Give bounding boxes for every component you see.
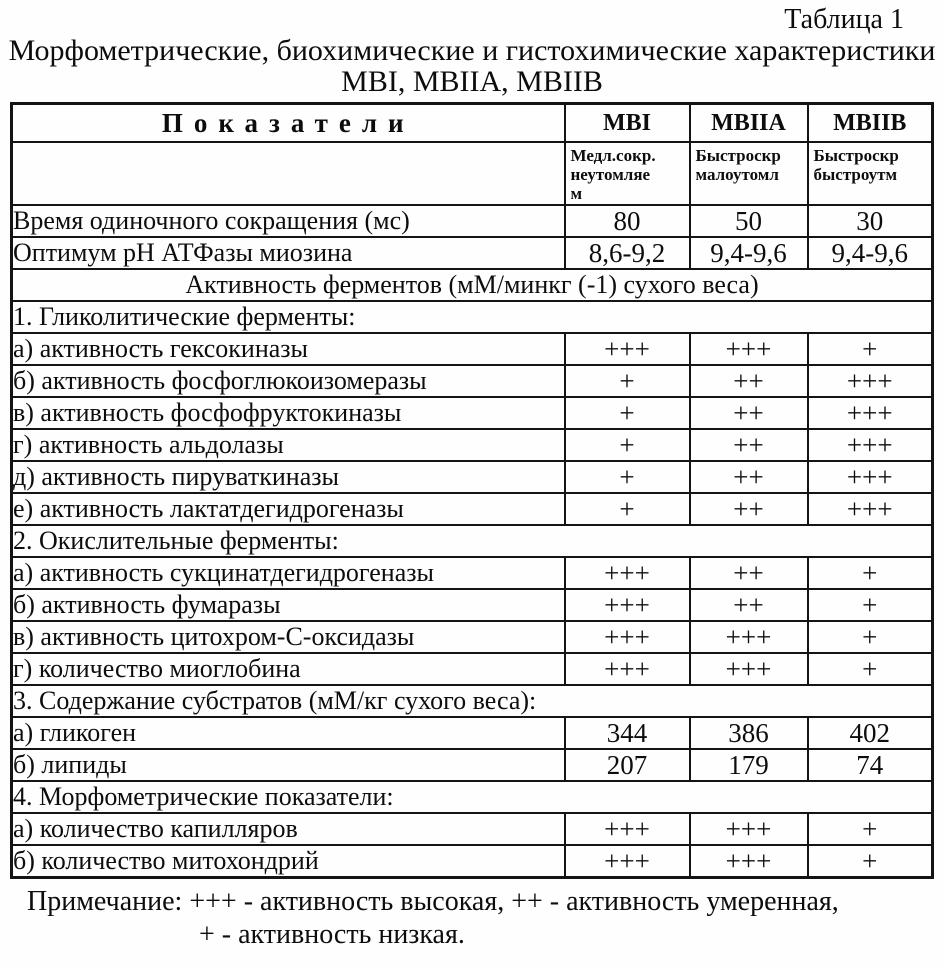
row-label: в) активность фосфофруктокиназы <box>12 397 565 429</box>
table-row-pyruvate-kinase <box>12 461 933 493</box>
table-row-cytochrome-c-oxidase <box>12 621 933 653</box>
row-label: а) гликоген <box>12 717 565 749</box>
cell-mbi: +++ <box>565 813 690 845</box>
cell-mbiib: + <box>808 621 933 653</box>
row-label: б) активность фосфоглюкоизомеразы <box>12 365 565 397</box>
cell-mbiia: ++ <box>690 461 808 493</box>
table-row-aldolase <box>12 429 933 461</box>
cell-mbi: +++ <box>565 653 690 685</box>
row-label: а) активность сукцинатдегидрогеназы <box>12 557 565 589</box>
cell-mbi: +++ <box>565 589 690 621</box>
table-row-succinate-dehydrogenase <box>12 557 933 589</box>
cell-mbi: +++ <box>565 333 690 365</box>
cell-mbi: + <box>565 365 690 397</box>
cell-mbiib: + <box>808 813 933 845</box>
table-row-phosphoglucoisomerase <box>12 365 933 397</box>
section-label: 3. Содержание субстратов (мМ/кг сухого веса): <box>12 685 933 717</box>
cell-mbiia: 9,4-9,6 <box>690 237 808 269</box>
cell-mbiia: 179 <box>690 749 808 781</box>
cell-mbi: 8,6-9,2 <box>565 237 690 269</box>
column-header-mbiib: МВIIВ <box>808 104 933 143</box>
section-row-oxidative <box>12 525 933 557</box>
table-row-myoglobin <box>12 653 933 685</box>
cell-mbiia: +++ <box>690 845 808 878</box>
table-row-capillaries <box>12 813 933 845</box>
cell-mbi: +++ <box>565 557 690 589</box>
cell-mbiia: +++ <box>690 813 808 845</box>
section-row-glycolytic <box>12 301 933 333</box>
cell-mbiia: 386 <box>690 717 808 749</box>
table-row-phosphofructokinase <box>12 397 933 429</box>
cell-mbiia: ++ <box>690 429 808 461</box>
subheader-mbiia: Быстроскр малоутомл <box>690 142 808 205</box>
row-label: Время одиночного сокращения (мс) <box>12 205 565 237</box>
cell-mbi: 344 <box>565 717 690 749</box>
cell-mbiib: + <box>808 333 933 365</box>
subheader-empty-cell <box>12 142 565 205</box>
cell-mbi: + <box>565 397 690 429</box>
table-row-fumarase <box>12 589 933 621</box>
cell-mbiia: ++ <box>690 397 808 429</box>
cell-mbiia: ++ <box>690 493 808 525</box>
row-label: в) активность цитохром-С-оксидазы <box>12 621 565 653</box>
table-row-ph-optimum <box>12 237 933 269</box>
cell-mbiia: +++ <box>690 621 808 653</box>
row-label: а) количество капилляров <box>12 813 565 845</box>
title-line-2: МВI, МВIIА, МВIIВ <box>341 65 603 98</box>
cell-mbiib: +++ <box>808 397 933 429</box>
section-label: 4. Морфометрические показатели: <box>12 781 933 813</box>
table-row-hexokinase <box>12 333 933 365</box>
cell-mbiib: 9,4-9,6 <box>808 237 933 269</box>
row-label: Оптимум рН АТФазы миозина <box>12 237 565 269</box>
row-label: г) активность альдолазы <box>12 429 565 461</box>
row-label: б) липиды <box>12 749 565 781</box>
row-label: г) количество миоглобина <box>12 653 565 685</box>
section-row-enzyme-activity <box>12 269 933 301</box>
cell-mbi: +++ <box>565 621 690 653</box>
header-row <box>12 104 933 143</box>
cell-mbi: +++ <box>565 845 690 878</box>
characteristics-table <box>10 102 934 879</box>
section-row-substrates <box>12 685 933 717</box>
cell-mbiib: + <box>808 557 933 589</box>
column-header-indicators: Показатели <box>12 104 565 143</box>
cell-mbi: 207 <box>565 749 690 781</box>
cell-mbi: + <box>565 429 690 461</box>
column-header-mbiia: МВIIА <box>690 104 808 143</box>
row-label: б) активность фумаразы <box>12 589 565 621</box>
cell-mbi: + <box>565 461 690 493</box>
footnote-line-1: Примечание: +++ - активность высокая, ++ - активность умеренная, <box>27 886 839 917</box>
cell-mbiib: +++ <box>808 461 933 493</box>
footnote-line-2: + - активность низкая. <box>199 919 465 950</box>
cell-mbiib: +++ <box>808 429 933 461</box>
cell-mbi: 80 <box>565 205 690 237</box>
table-row-mitochondria <box>12 845 933 878</box>
cell-mbiib: + <box>808 653 933 685</box>
row-label: д) активность пируваткиназы <box>12 461 565 493</box>
subheader-mbi: Медл.сокр. неутомляе м <box>565 142 690 205</box>
section-label: Активность ферментов (мМ/минкг (-1) сухого веса) <box>12 269 933 301</box>
cell-mbiib: 30 <box>808 205 933 237</box>
cell-mbiia: ++ <box>690 589 808 621</box>
cell-mbiia: ++ <box>690 557 808 589</box>
column-header-mbi: МВI <box>565 104 690 143</box>
section-row-morphometric <box>12 781 933 813</box>
cell-mbiia: +++ <box>690 333 808 365</box>
cell-mbiib: 74 <box>808 749 933 781</box>
table-number-label: Таблица 1 <box>784 4 904 35</box>
section-label: 2. Окислительные ферменты: <box>12 525 933 557</box>
title-line-1: Морфометрические, биохимические и гистохимические характеристики <box>8 34 936 67</box>
table-row-glycogen <box>12 717 933 749</box>
cell-mbiib: 402 <box>808 717 933 749</box>
table-row-lactate-dehydrogenase <box>12 493 933 525</box>
cell-mbiib: +++ <box>808 493 933 525</box>
document-title <box>0 36 944 97</box>
row-label: б) количество митохондрий <box>12 845 565 878</box>
row-label: е) активность лактатдегидрогеназы <box>12 493 565 525</box>
cell-mbi: + <box>565 493 690 525</box>
cell-mbiib: + <box>808 589 933 621</box>
table-row-lipids <box>12 749 933 781</box>
subheader-mbiib: Быстроскр быстроутм <box>808 142 933 205</box>
row-label: а) активность гексокиназы <box>12 333 565 365</box>
footnote <box>27 886 944 950</box>
cell-mbiia: ++ <box>690 365 808 397</box>
cell-mbiia: 50 <box>690 205 808 237</box>
section-label: 1. Гликолитические ферменты: <box>12 301 933 333</box>
cell-mbiib: + <box>808 845 933 878</box>
table-row-contraction-time <box>12 205 933 237</box>
cell-mbiia: +++ <box>690 653 808 685</box>
cell-mbiib: +++ <box>808 365 933 397</box>
subheader-row <box>12 142 933 205</box>
